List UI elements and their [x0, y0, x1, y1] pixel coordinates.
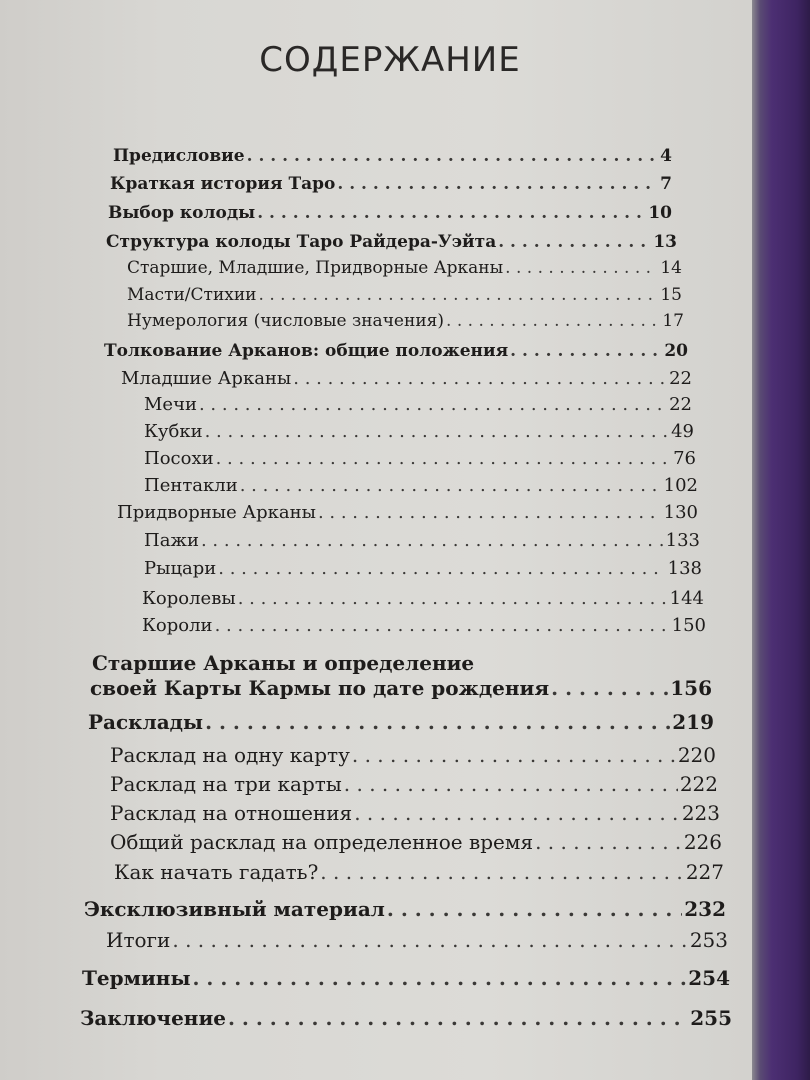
dot-leader: [240, 475, 662, 496]
toc-entry: [113, 146, 672, 166]
toc-entry: [144, 421, 694, 442]
toc-entry: [114, 860, 724, 884]
toc-entry-label: Пажи: [144, 530, 199, 551]
toc-entry: [106, 928, 728, 952]
toc-entry: [144, 394, 692, 415]
toc-entry-label: Расклады: [88, 710, 204, 734]
toc-entry-page-number: 226: [683, 830, 722, 854]
toc-entry-page-number: 13: [653, 232, 677, 252]
toc-entry: [110, 174, 672, 194]
dot-leader: [193, 966, 687, 990]
toc-entry-label: Расклад на отношения: [110, 801, 353, 825]
toc-entry-page-number: 7: [660, 174, 672, 194]
toc-entry: [127, 311, 684, 331]
dot-leader: [247, 146, 659, 166]
dot-leader: [199, 394, 667, 415]
toc-entry-page-number: 253: [689, 928, 728, 952]
dot-leader: [498, 232, 651, 252]
toc-entry: [121, 368, 692, 389]
toc-entry-label: Кубки: [144, 421, 203, 442]
dot-leader: [446, 311, 660, 331]
toc-entry-label: Заключение: [80, 1006, 226, 1030]
dot-leader: [387, 897, 682, 921]
toc-entry-page-number: 254: [688, 966, 730, 990]
dot-leader: [352, 743, 676, 767]
toc-entry-page-number: 133: [665, 530, 700, 551]
toc-entry-page-number: 220: [677, 743, 716, 767]
toc-entry: [88, 710, 714, 734]
dot-leader: [205, 421, 669, 442]
toc-entry-page-number: 223: [681, 801, 720, 825]
toc-entry-label: Предисловие: [113, 146, 245, 166]
toc-entry: [110, 801, 720, 825]
dot-leader: [293, 368, 667, 389]
toc-entry-page-number: 138: [667, 558, 702, 579]
toc-entry-label: Общий расклад на определенное время: [110, 830, 534, 854]
toc-entry-page-number: 156: [670, 676, 712, 700]
toc-entry: [117, 502, 698, 523]
toc-entry: [144, 475, 698, 496]
toc-entry-page-number: 17: [662, 311, 684, 331]
toc-entry: [110, 743, 716, 767]
toc-entry-page-number: 10: [648, 203, 672, 223]
toc-entry-label: Термины: [82, 966, 191, 990]
toc-entry-label: Мечи: [144, 394, 197, 415]
toc-entry-page-number: 22: [669, 368, 692, 389]
toc-entry-label: Рыцари: [144, 558, 217, 579]
toc-entry: [84, 897, 726, 921]
book-cover-spine: [752, 0, 810, 1080]
toc-entry: [82, 966, 730, 990]
toc-entry-page-number: 222: [679, 772, 718, 796]
toc-entry-page-number: 232: [684, 897, 726, 921]
toc-entry-page-number: 130: [663, 502, 698, 523]
dot-leader: [510, 341, 662, 361]
dot-leader: [216, 448, 671, 469]
toc-entry-page-number: 14: [660, 258, 682, 278]
dot-leader: [172, 928, 687, 952]
toc-entry: [90, 676, 712, 700]
dot-leader: [320, 860, 684, 884]
toc-entry-label: Масти/Стихии: [127, 285, 257, 305]
toc-entry: [110, 830, 722, 854]
toc-entry-label: Расклад на одну карту: [110, 743, 350, 767]
dot-leader: [259, 285, 659, 305]
toc-entry-label: Придворные Арканы: [117, 502, 316, 523]
toc-heading-major-arcana: Старшие Арканы и определение: [92, 651, 475, 675]
dot-leader: [215, 615, 670, 636]
toc-entry-label: Эксклюзивный материал: [84, 897, 385, 921]
toc-entry-page-number: 49: [671, 421, 694, 442]
dot-leader: [201, 530, 664, 551]
toc-entry: [144, 530, 700, 551]
toc-entry-label: Старшие, Младшие, Придворные Арканы: [127, 258, 504, 278]
toc-entry: [127, 285, 682, 305]
toc-entry-label: Посохи: [144, 448, 214, 469]
toc-entry-page-number: 22: [669, 394, 692, 415]
toc-entry-label: Толкование Арканов: общие положения: [104, 341, 509, 361]
dot-leader: [318, 502, 662, 523]
toc-entry-label: Младшие Арканы: [121, 368, 292, 389]
toc-entry: [144, 448, 696, 469]
toc-entry-page-number: 4: [660, 146, 672, 166]
toc-entry-page-number: 76: [673, 448, 696, 469]
toc-entry-label: Пентакли: [144, 475, 238, 496]
toc-entry-page-number: 150: [671, 615, 706, 636]
dot-leader: [551, 676, 668, 700]
toc-entry-page-number: 20: [664, 341, 688, 361]
toc-entry-page-number: 219: [672, 710, 714, 734]
toc-entry: [144, 558, 702, 579]
dot-leader: [228, 1006, 688, 1030]
toc-entry-label: Структура колоды Таро Райдера-Уэйта: [106, 232, 497, 252]
toc-entry-label: Как начать гадать?: [114, 860, 319, 884]
toc-entry: [142, 588, 704, 609]
toc-entry-label: Выбор колоды: [108, 203, 256, 223]
dot-leader: [238, 588, 668, 609]
dot-leader: [257, 203, 646, 223]
toc-entry-page-number: 15: [660, 285, 682, 305]
toc-entry-label: своей Карты Кармы по дате рождения: [90, 676, 550, 700]
toc-entry: [104, 341, 688, 361]
dot-leader: [505, 258, 658, 278]
toc-entry: [127, 258, 682, 278]
toc-entry-label: Итоги: [106, 928, 171, 952]
toc-entry: [142, 615, 706, 636]
dot-leader: [354, 801, 680, 825]
toc-entry: [106, 232, 677, 252]
toc-entry-page-number: 255: [690, 1006, 732, 1030]
toc-entry: [110, 772, 718, 796]
dot-leader: [218, 558, 665, 579]
toc-entry-page-number: 227: [685, 860, 724, 884]
toc-entry: [80, 1006, 732, 1030]
toc-entry-label: Расклад на три карты: [110, 772, 342, 796]
toc-entry-label: Королевы: [142, 588, 236, 609]
dot-leader: [344, 772, 678, 796]
toc-entry-page-number: 102: [663, 475, 698, 496]
toc-entry: [108, 203, 672, 223]
toc-entry-label: Краткая история Таро: [110, 174, 336, 194]
toc-entry-label: Короли: [142, 615, 213, 636]
dot-leader: [205, 710, 670, 734]
page-title: СОДЕРЖАНИЕ: [259, 40, 521, 80]
dot-leader: [535, 830, 682, 854]
toc-entry-label: Нумерология (числовые значения): [127, 311, 445, 331]
toc-entry-page-number: 144: [669, 588, 704, 609]
dot-leader: [337, 174, 658, 194]
